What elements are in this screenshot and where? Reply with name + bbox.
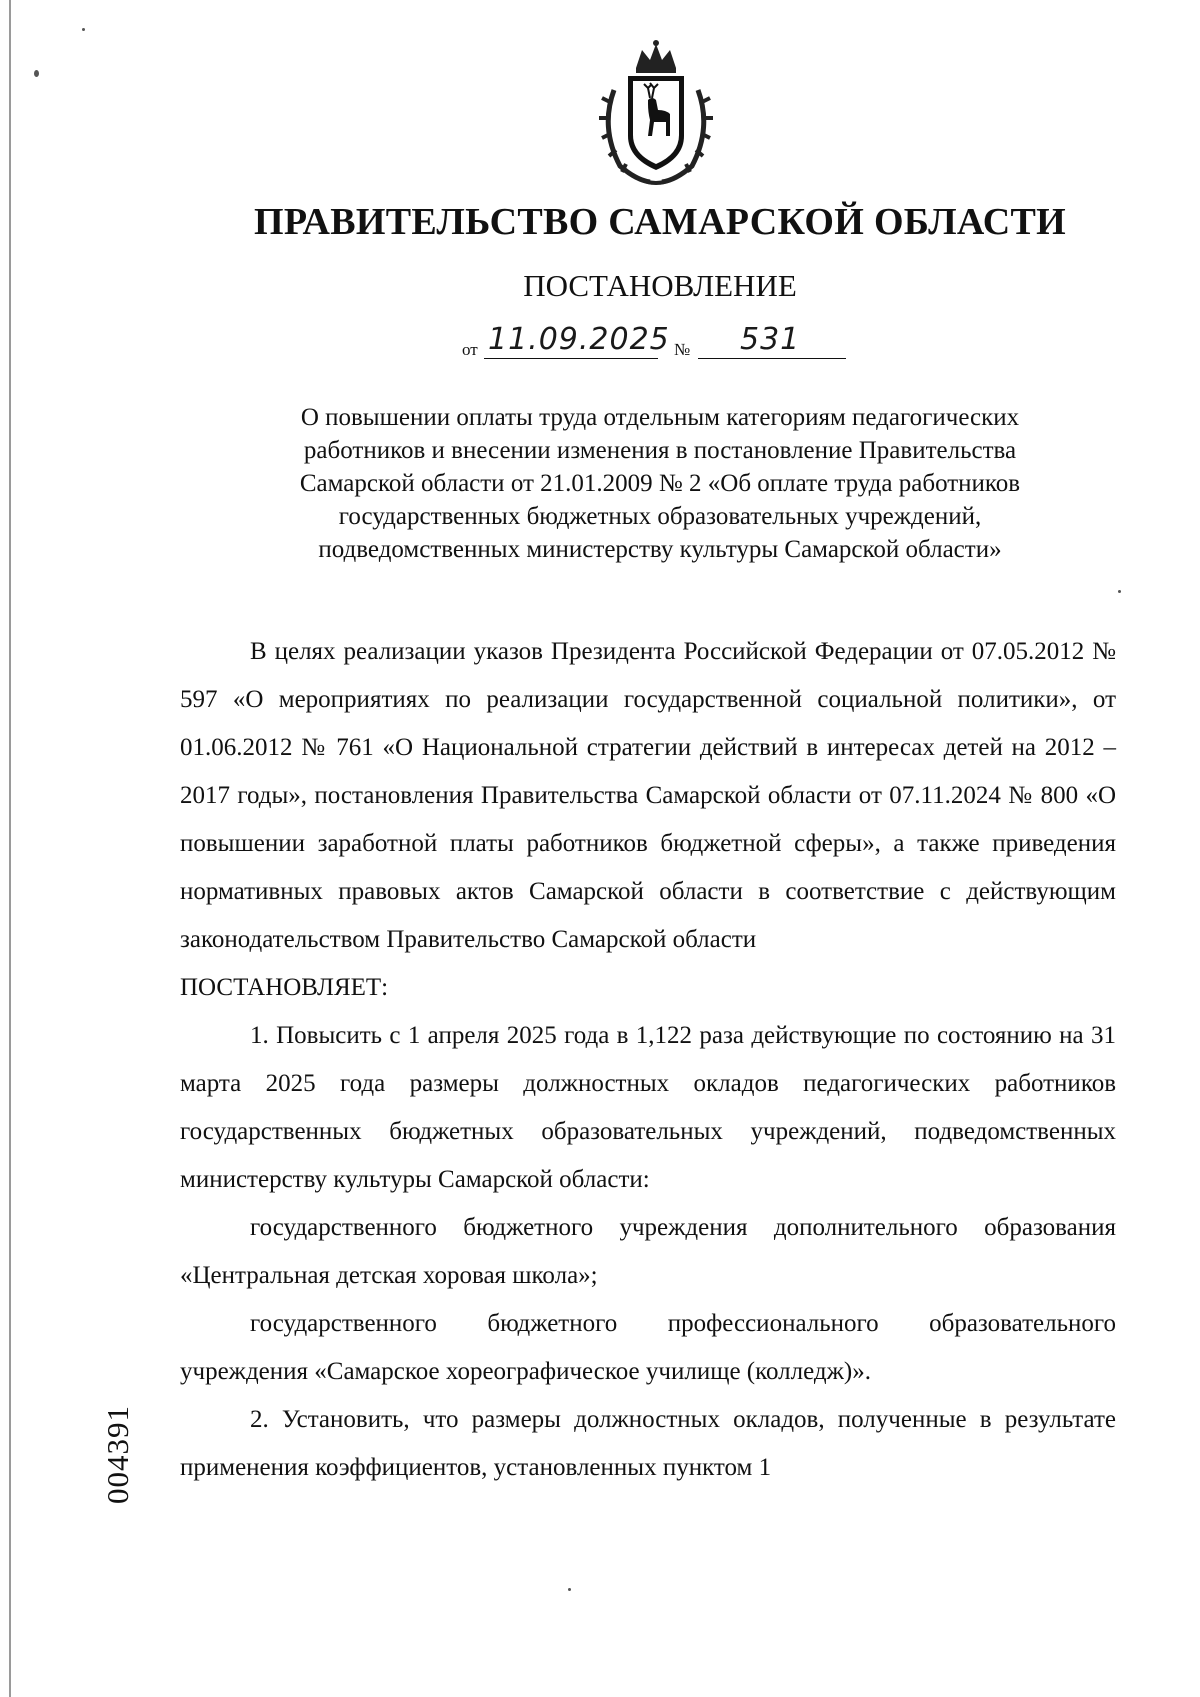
date-number-line	[462, 322, 862, 362]
subject-line: подведомственных министерству культуры Самарской области»	[318, 536, 1002, 563]
date-underline	[484, 358, 658, 359]
preamble-paragraph: В целях реализации указов Президента Российской Федерации от 07.05.2012 № 597 «О мероприятиях по реализации государственной социальной политики», от 01.06.2012 № 761 «О Национальной стратегии действий в интересах детей на 2012 – 2017 годы», постановления Правительства Самарской области от 07.11.2024 № 800 «О повышении заработной платы работников бюджетной сферы», а также приведения нормативных правовых актов Самарской области в соответствие с действующим законодательством Правительство Самарской области	[180, 638, 1116, 953]
subject-line: государственных бюджетных образовательных учреждений,	[338, 503, 982, 530]
handwritten-date: 11.09.2025	[488, 322, 670, 357]
document-type: ПОСТАНОВЛЕНИЕ	[523, 268, 797, 303]
item-1-paragraph: 1. Повысить с 1 апреля 2025 года в 1,122 раза действующие по состоянию на 31 марта 2025 года размеры должностных окладов педагогических работников государственных бюджетных образовательных учреждений, подведомственных министерству культуры Самарской области:	[180, 1022, 1116, 1193]
resolves-word: ПОСТАНОВЛЯЕТ:	[180, 974, 389, 1001]
scan-speck	[82, 28, 85, 31]
item-1-subitem: государственного бюджетного профессионального образовательного учреждения «Самарское хореографическое училище (колледж)».	[180, 1310, 1116, 1385]
number-prefix: №	[674, 340, 691, 359]
serial-number: 004391	[100, 1405, 135, 1504]
scan-speck	[568, 1588, 571, 1591]
subject-line: работников и внесении изменения в постановление Правительства	[303, 437, 1017, 464]
date-prefix: от	[462, 340, 478, 359]
scan-speck	[1118, 590, 1121, 593]
coat-of-arms-emblem	[592, 38, 720, 188]
item-1-subitem: государственного бюджетного учреждения дополнительного образования «Центральная детская хоровая школа»;	[180, 1214, 1116, 1289]
document-body	[180, 628, 1116, 1492]
scan-speck	[34, 70, 39, 77]
subject-line: Самарской области от 21.01.2009 № 2 «Об оплате труда работников	[299, 470, 1021, 497]
subject-line: О повышении оплаты труда отдельным категориям педагогических	[300, 404, 1020, 431]
document-subject	[150, 401, 1170, 566]
item-2-paragraph: 2. Установить, что размеры должностных окладов, полученные в результате применения коэффициентов, установленных пунктом 1	[180, 1406, 1116, 1481]
handwritten-number: 531	[740, 322, 801, 357]
page-edge-line	[9, 0, 11, 1697]
organization-title: ПРАВИТЕЛЬСТВО САМАРСКОЙ ОБЛАСТИ	[253, 201, 1066, 243]
number-underline	[698, 358, 846, 359]
